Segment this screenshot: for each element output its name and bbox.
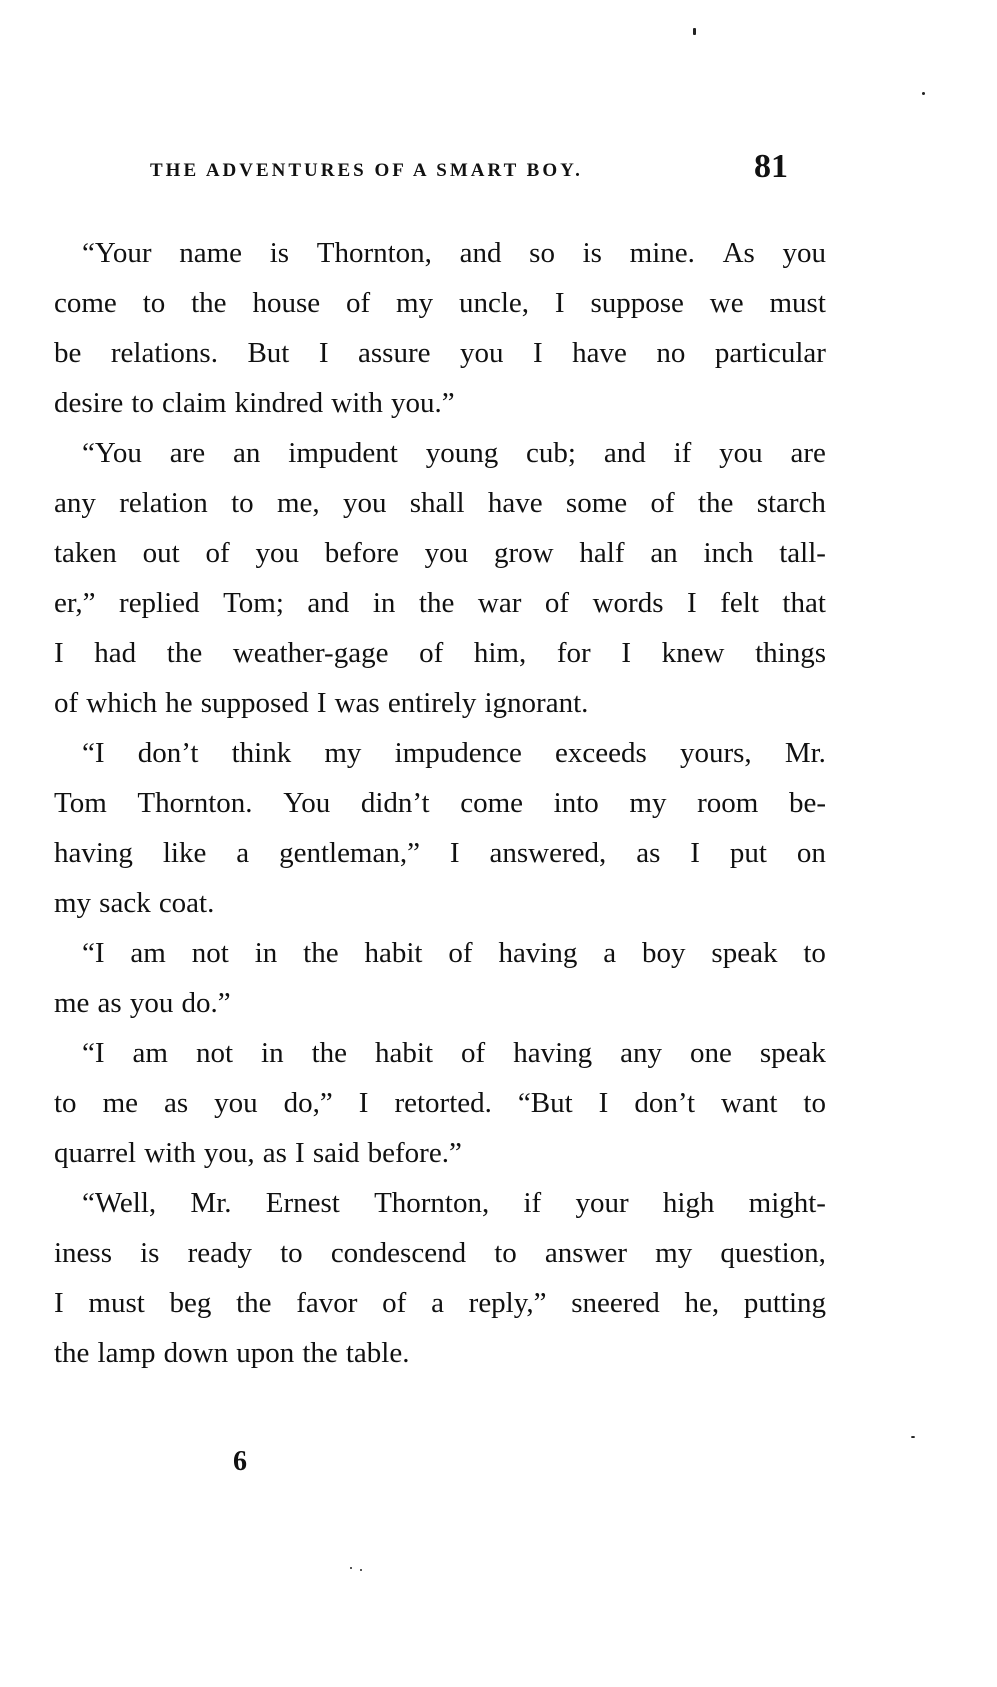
scan-speck — [693, 28, 696, 35]
text-line: be relations. But I assure you I have no particular — [54, 337, 826, 369]
text-line: I must beg the favor of a reply,” sneered he, putting — [54, 1287, 826, 1319]
text-line: any relation to me, you shall have some of the starch — [54, 487, 826, 519]
text-line: er,” replied Tom; and in the war of words I felt that — [54, 587, 826, 619]
text-line: me as you do.” — [54, 987, 231, 1019]
signature-mark: 6 — [233, 1446, 247, 1477]
text-line: I had the weather-gage of him, for I knew things — [54, 637, 826, 669]
text-line: iness is ready to condescend to answer my question, — [54, 1237, 826, 1269]
scan-speck — [922, 92, 925, 95]
text-line: “Well, Mr. Ernest Thornton, if your high might- — [82, 1187, 826, 1219]
running-title: THE ADVENTURES OF A SMART BOY. — [150, 160, 583, 181]
page-number: 81 — [754, 148, 788, 185]
text-line: taken out of you before you grow half an inch tall- — [54, 537, 826, 569]
text-line: my sack coat. — [54, 887, 215, 919]
body-text — [54, 228, 826, 1378]
text-line: “I am not in the habit of having a boy speak to — [82, 937, 826, 969]
scan-speck — [350, 1567, 352, 1569]
text-line: “I don’t think my impudence exceeds yours, Mr. — [82, 737, 826, 769]
paragraph — [54, 228, 826, 428]
text-line: the lamp down upon the table. — [54, 1337, 410, 1369]
text-line: come to the house of my uncle, I suppose we must — [54, 287, 826, 319]
paragraph — [54, 1178, 826, 1378]
scan-speck — [360, 1569, 362, 1571]
text-line: Tom Thornton. You didn’t come into my room be- — [54, 787, 826, 819]
paragraph — [54, 728, 826, 928]
text-line: to me as you do,” I retorted. “But I don’t want to — [54, 1087, 826, 1119]
scan-speck — [911, 1436, 915, 1438]
text-line: desire to claim kindred with you.” — [54, 387, 455, 419]
text-line: of which he supposed I was entirely ignorant. — [54, 687, 589, 719]
text-line: “I am not in the habit of having any one speak — [82, 1037, 826, 1069]
paragraph — [54, 428, 826, 728]
paragraph — [54, 1028, 826, 1178]
paragraph — [54, 928, 826, 1028]
text-line: “You are an impudent young cub; and if you are — [82, 437, 826, 469]
text-line: “Your name is Thornton, and so is mine. As you — [82, 237, 826, 269]
text-line: having like a gentleman,” I answered, as I put on — [54, 837, 826, 869]
text-line: quarrel with you, as I said before.” — [54, 1137, 462, 1169]
